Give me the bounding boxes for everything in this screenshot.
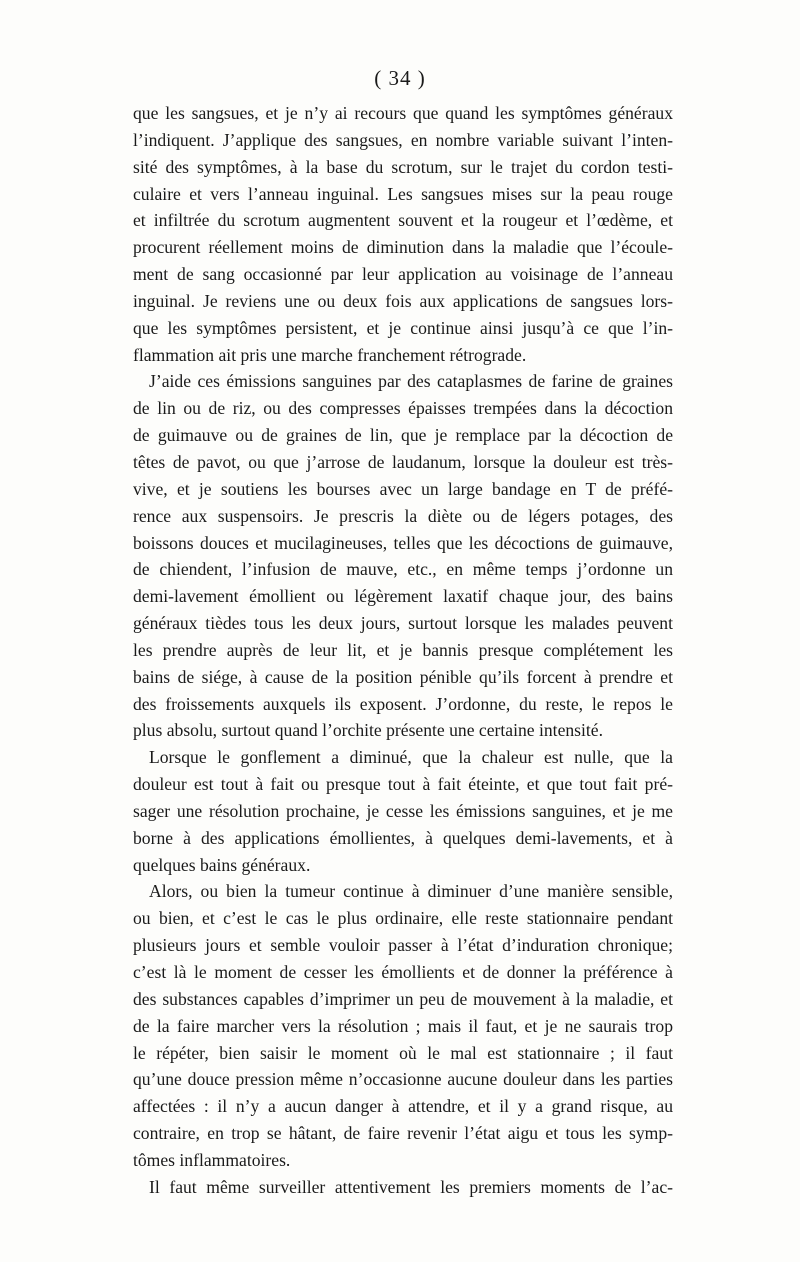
text-line: l’indiquent. J’applique des sangsues, en nombre variable suivant l’inten- <box>133 129 673 150</box>
text-line: de la faire marcher vers la résolution ; mais il faut, et je ne saurais trop <box>133 1015 673 1036</box>
text-line: plusieurs jours et semble vouloir passer à l’état d’induration chronique; <box>133 935 673 956</box>
text-line: bains de siége, à cause de la position pénible qu’ils forcent à prendre et <box>133 666 673 687</box>
text-line: c’est là le moment de cesser les émollients et de donner la préférence à <box>133 962 673 982</box>
text-line: plus absolu, surtout quand l’orchite présente une certaine intensité. <box>133 720 604 741</box>
text-line: culaire et vers l’anneau inguinal. Les sangsues mises sur la peau rouge <box>133 183 673 204</box>
text-line: têtes de pavot, ou que j’arrose de laudanum, lorsque la douleur est très- <box>133 451 673 472</box>
paragraph-first-line: J’aide ces émissions sanguines par des cataplasmes de farine de graines <box>149 371 673 392</box>
text-line: vive, et je soutiens les bourses avec un large bandage en T de préfé- <box>133 478 673 499</box>
text-line: contraire, en trop se hâtant, de faire revenir l’état aigu et tous les symp- <box>133 1123 673 1144</box>
text-line: douleur est tout à fait ou presque tout à fait éteinte, et que tout fait pré- <box>133 774 673 795</box>
page-number: ( 34 ) <box>374 66 426 90</box>
text-line: et infiltrée du scrotum augmentent souvent et la rougeur et l’œdème, et <box>133 210 673 231</box>
paragraph-first-line: Lorsque le gonflement a diminué, que la chaleur est nulle, que la <box>149 747 673 768</box>
text-line: inguinal. Je reviens une ou deux fois aux applications de sangsues lors- <box>133 290 673 311</box>
text-line: le répéter, bien saisir le moment où le mal est stationnaire ; il faut <box>133 1042 673 1063</box>
text-line: borne à des applications émollientes, à quelques demi-lavements, et à <box>133 827 673 848</box>
text-line: boissons douces et mucilagineuses, telles que les décoctions de guimauve, <box>133 532 673 553</box>
text-line: de guimauve ou de graines de lin, que je remplace par la décoction de <box>133 425 673 446</box>
text-line: les prendre auprès de leur lit, et je bannis presque complétement les <box>133 639 673 660</box>
text-line: demi-lavement émollient ou légèrement laxatif chaque jour, des bains <box>133 586 673 607</box>
text-line: sité des symptômes, à la base du scrotum, sur le trajet du cordon testi- <box>133 156 673 177</box>
text-line: rence aux suspensoirs. Je prescris la diète ou de légers potages, des <box>133 505 673 526</box>
text-line: que les symptômes persistent, et je continue ainsi jusqu’à ce que l’in- <box>133 317 673 338</box>
text-line: qu’une douce pression même n’occasionne aucune douleur dans les parties <box>133 1069 673 1090</box>
text-line: tômes inflammatoires. <box>133 1149 291 1170</box>
text-line: de chiendent, l’infusion de mauve, etc., en même temps j’ordonne un <box>133 559 673 580</box>
text-line: quelques bains généraux. <box>133 854 311 875</box>
text-line: procurent réellement moins de diminution dans la maladie que l’écoule- <box>133 237 673 258</box>
text-line: flammation ait pris une marche franchement rétrograde. <box>133 344 527 365</box>
body-text <box>133 100 673 1201</box>
text-line: sager une résolution prochaine, je cesse les émissions sanguines, et je me <box>133 800 673 821</box>
text-line: généraux tièdes tous les deux jours, surtout lorsque les malades peuvent <box>133 613 673 634</box>
text-line: ou bien, et c’est le cas le plus ordinaire, elle reste stationnaire pendant <box>133 908 673 929</box>
paragraph-first-line: Il faut même surveiller attentivement les premiers moments de l’ac- <box>149 1176 673 1197</box>
text-line: que les sangsues, et je n’y ai recours que quand les symptômes généraux <box>133 103 673 123</box>
paragraph-first-line: Alors, ou bien la tumeur continue à diminuer d’une manière sensible, <box>149 881 673 902</box>
text-line: ment de sang occasionné par leur application au voisinage de l’anneau <box>133 264 673 285</box>
text-line: des froissements auxquels ils exposent. J’ordonne, du reste, le repos le <box>133 693 673 714</box>
text-line: des substances capables d’imprimer un peu de mouvement à la maladie, et <box>133 988 673 1009</box>
text-line: affectées : il n’y a aucun danger à attendre, et il y a grand risque, au <box>133 1096 673 1117</box>
text-line: de lin ou de riz, ou des compresses épaisses trempées dans la décoction <box>133 398 673 419</box>
